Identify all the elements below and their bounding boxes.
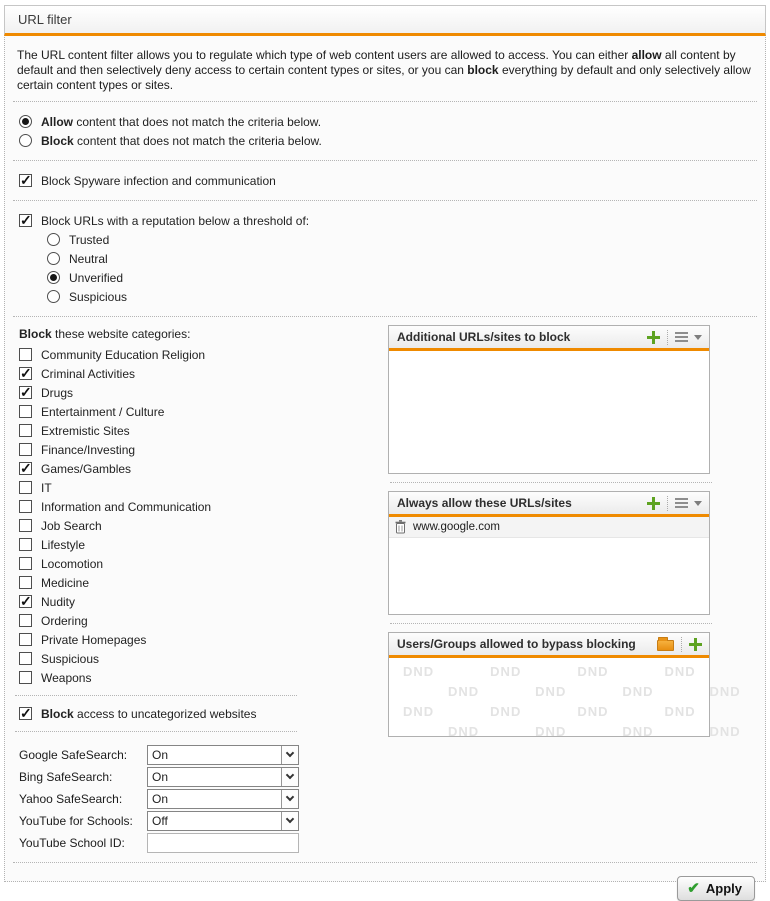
safesearch-select[interactable] (147, 811, 299, 831)
folder-icon[interactable] (657, 640, 674, 651)
category-label: Drugs (41, 385, 74, 400)
category-label: Entertainment / Culture (41, 404, 165, 419)
allow-urls-panel (388, 491, 710, 615)
category-row (11, 611, 388, 630)
dnd-watermark: DND (490, 704, 522, 719)
category-checkbox[interactable] (19, 652, 32, 665)
school-id-row (19, 832, 388, 853)
dnd-watermark: DND (403, 664, 435, 679)
dnd-watermark: DND (403, 704, 435, 719)
add-user-icon[interactable] (689, 638, 702, 651)
safesearch-label: YouTube for Schools: (19, 813, 133, 828)
reputation-option-label: Neutral (69, 251, 108, 266)
reputation-section (11, 209, 759, 308)
category-label: Information and Communication (41, 499, 212, 514)
caret-down-icon[interactable] (694, 501, 702, 506)
separator (13, 200, 757, 201)
select-arrow[interactable] (281, 812, 298, 830)
category-label: Ordering (41, 613, 88, 628)
page-title (4, 5, 766, 36)
list-menu-icon[interactable] (675, 332, 688, 342)
select-value: On (152, 747, 169, 762)
category-row (11, 345, 388, 364)
dnd-watermark-row (403, 705, 709, 718)
spyware-section (11, 169, 759, 192)
divider (681, 637, 682, 652)
add-url-icon[interactable] (647, 497, 660, 510)
dnd-watermark: DND (664, 704, 696, 719)
dnd-watermark: DND (622, 684, 654, 699)
divider (667, 330, 668, 345)
reputation-option (39, 249, 759, 268)
category-row (11, 554, 388, 573)
category-label: Medicine (41, 575, 90, 590)
allow-urls-panel-header (389, 492, 709, 517)
category-row (11, 535, 388, 554)
dnd-watermark: DND (709, 684, 741, 699)
select-arrow[interactable] (281, 768, 298, 786)
category-label: Extremistic Sites (41, 423, 130, 438)
dnd-watermark: DND (664, 664, 696, 679)
reputation-radio[interactable] (47, 271, 60, 284)
separator (13, 160, 757, 161)
category-row (11, 497, 388, 516)
dnd-watermark: DND (577, 704, 609, 719)
category-row (11, 364, 388, 383)
category-checkbox[interactable] (19, 538, 32, 551)
category-checkbox[interactable] (19, 481, 32, 494)
dnd-watermark: DND (535, 724, 567, 739)
select-value: On (152, 791, 169, 806)
separator (15, 695, 297, 696)
reputation-option-label: Unverified (69, 270, 124, 285)
select-arrow[interactable] (281, 746, 298, 764)
url-filter-page (4, 5, 766, 897)
add-url-icon[interactable] (647, 331, 660, 344)
category-checkbox[interactable] (19, 462, 32, 475)
category-row (11, 668, 388, 687)
safesearch-select[interactable] (147, 745, 299, 765)
category-row (11, 630, 388, 649)
dnd-watermark: DND (622, 724, 654, 739)
dnd-watermark-row (403, 665, 709, 678)
chevron-down-icon (286, 793, 294, 801)
category-label: Job Search (41, 518, 102, 533)
chevron-down-icon (286, 749, 294, 757)
block-urls-panel (388, 325, 710, 474)
apply-button[interactable] (677, 876, 755, 901)
category-row (11, 383, 388, 402)
bypass-panel (388, 632, 741, 739)
reputation-checkbox[interactable] (19, 214, 32, 227)
category-row (11, 649, 388, 668)
apply-row (11, 871, 759, 901)
default-action-option (11, 131, 759, 150)
category-label: Criminal Activities (41, 366, 136, 381)
category-checkbox[interactable] (19, 405, 32, 418)
description-bold-allow: allow (631, 48, 662, 62)
default-action-radio[interactable] (19, 115, 32, 128)
category-checkbox[interactable] (19, 576, 32, 589)
apply-button-label: Apply (705, 881, 742, 896)
safesearch-rows (19, 744, 388, 831)
caret-down-icon[interactable] (694, 335, 702, 340)
category-label: Weapons (41, 670, 92, 685)
default-action-section (11, 110, 759, 152)
select-arrow[interactable] (281, 790, 298, 808)
category-row (11, 440, 388, 459)
category-row (11, 421, 388, 440)
bypass-panel-header (389, 633, 709, 658)
reputation-options (39, 230, 759, 306)
category-checkbox[interactable] (19, 557, 32, 570)
category-checkbox[interactable] (19, 348, 32, 361)
page-title-text: URL filter (18, 12, 72, 27)
category-label: Community Education Religion (41, 347, 206, 362)
category-label: IT (41, 480, 52, 495)
reputation-radio[interactable] (47, 290, 60, 303)
categories-label: Block these website categories: (19, 327, 191, 341)
category-checkbox[interactable] (19, 633, 32, 646)
category-label: Finance/Investing (41, 442, 136, 457)
school-id-input[interactable] (147, 833, 299, 853)
description-text: all content by default and then selectively deny access to certain content types or sites, or you can (17, 48, 736, 77)
default-action-radio[interactable] (19, 134, 32, 147)
category-label: Private Homepages (41, 632, 147, 647)
uncategorized-label: Block access to uncategorized websites (41, 706, 257, 721)
block-urls-panel-title: Additional URLs/sites to block (397, 330, 571, 344)
list-menu-icon[interactable] (675, 498, 688, 508)
block-urls-panel-header (389, 326, 709, 351)
block-urls-list[interactable] (389, 351, 709, 473)
safesearch-row (19, 744, 388, 765)
category-checkbox[interactable] (19, 614, 32, 627)
safesearch-label: Google SafeSearch: (19, 747, 128, 762)
select-value: Off (152, 813, 168, 828)
chevron-down-icon (286, 771, 294, 779)
separator (13, 101, 757, 102)
categories-list (11, 345, 388, 687)
bypass-dropzone[interactable] (389, 664, 741, 739)
safesearch-select[interactable] (147, 767, 299, 787)
safesearch-row (19, 766, 388, 787)
description-paragraph (17, 48, 753, 93)
category-label: Nudity (41, 594, 76, 609)
content-area (5, 36, 765, 901)
safesearch-row (19, 788, 388, 809)
category-row (11, 592, 388, 611)
category-checkbox[interactable] (19, 519, 32, 532)
reputation-radio[interactable] (47, 252, 60, 265)
uncategorized-checkbox[interactable] (19, 707, 32, 720)
default-action-label: Block content that does not match the criteria below. (41, 133, 322, 148)
dnd-watermark: DND (448, 684, 480, 699)
description-bold-block: block (467, 63, 499, 77)
reputation-option (39, 287, 759, 306)
category-row (11, 402, 388, 421)
reputation-radio[interactable] (47, 233, 60, 246)
uncategorized-row (11, 704, 388, 723)
category-checkbox[interactable] (19, 367, 32, 380)
category-label: Suspicious (41, 651, 100, 666)
category-row (11, 459, 388, 478)
dnd-watermark-row (448, 684, 741, 699)
trash-icon[interactable] (395, 520, 406, 534)
safesearch-select[interactable] (147, 789, 299, 809)
chevron-down-icon (286, 815, 294, 823)
panels-column (388, 325, 741, 739)
school-id-label: YouTube School ID: (19, 835, 125, 850)
dnd-watermark: DND (490, 664, 522, 679)
spyware-checkbox[interactable] (19, 174, 32, 187)
allowed-url-item (389, 517, 709, 538)
check-icon: ✔ (687, 880, 700, 897)
lower-columns (11, 325, 759, 854)
dnd-watermark: DND (577, 664, 609, 679)
allowed-url-text: www.google.com (413, 521, 500, 533)
description-text: everything by default and only selectively allow certain content types or sites. (17, 63, 751, 92)
allow-urls-panel-title: Always allow these URLs/sites (397, 496, 572, 510)
dnd-watermark: DND (448, 724, 480, 739)
reputation-option-label: Trusted (69, 232, 110, 247)
separator (390, 482, 712, 483)
bypass-panel-title: Users/Groups allowed to bypass blocking (397, 637, 636, 651)
category-checkbox[interactable] (19, 595, 32, 608)
category-checkbox[interactable] (19, 671, 32, 684)
category-label: Games/Gambles (41, 461, 132, 476)
reputation-option (39, 268, 759, 287)
safesearch-form (11, 740, 388, 853)
category-label: Lifestyle (41, 537, 86, 552)
dnd-watermark-row (448, 724, 741, 739)
default-action-label: Allow content that does not match the criteria below. (41, 114, 322, 129)
category-checkbox[interactable] (19, 500, 32, 513)
default-action-option (11, 112, 759, 131)
reputation-option (39, 230, 759, 249)
description-text: The URL content filter allows you to regulate which type of web content users are allowed to access. You can either (17, 48, 632, 62)
categories-column (11, 325, 388, 854)
safesearch-label: Bing SafeSearch: (19, 769, 113, 784)
divider (667, 496, 668, 511)
category-row (11, 516, 388, 535)
dnd-watermark: DND (535, 684, 567, 699)
spyware-label: Block Spyware infection and communication (41, 173, 276, 188)
separator (15, 731, 297, 732)
category-label: Locomotion (41, 556, 104, 571)
reputation-option-label: Suspicious (69, 289, 128, 304)
safesearch-row (19, 810, 388, 831)
dnd-watermark: DND (709, 724, 741, 739)
reputation-label: Block URLs with a reputation below a threshold of: (41, 213, 310, 228)
category-row (11, 573, 388, 592)
category-checkbox[interactable] (19, 443, 32, 456)
separator (13, 862, 757, 863)
separator (390, 623, 712, 624)
safesearch-label: Yahoo SafeSearch: (19, 791, 123, 806)
select-value: On (152, 769, 169, 784)
separator (13, 316, 757, 317)
category-checkbox[interactable] (19, 424, 32, 437)
category-checkbox[interactable] (19, 386, 32, 399)
category-row (11, 478, 388, 497)
allow-urls-list[interactable] (389, 517, 709, 614)
